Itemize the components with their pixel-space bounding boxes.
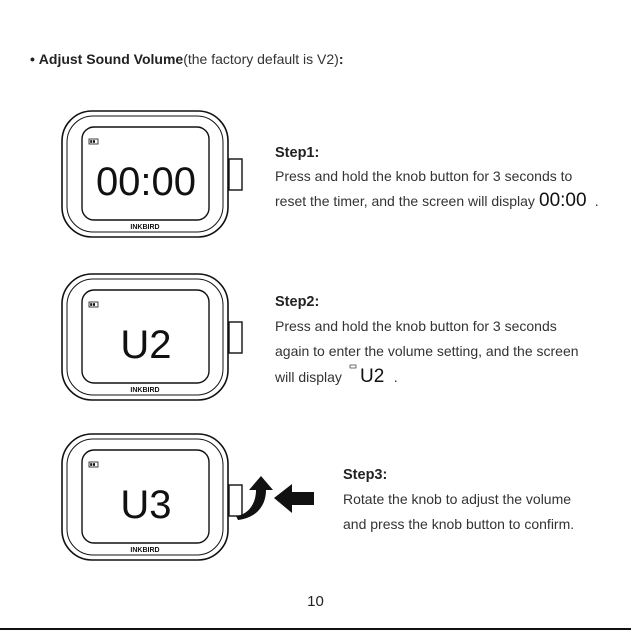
left-arrow-icon: [274, 484, 314, 513]
screen-display: U3: [120, 483, 172, 527]
heading-title: Adjust Sound Volume: [38, 51, 184, 67]
step1-line1: Press and hold the knob button for 3 seconds to: [275, 168, 573, 184]
step3-line1: Rotate the knob to adjust the volume: [343, 491, 572, 507]
inline-display-0000: [539, 189, 595, 209]
brand-label: INKBIRD: [130, 387, 160, 394]
bullet: •: [30, 51, 35, 67]
timer-device-step1: [60, 109, 250, 241]
step3-title: Step3:: [343, 467, 388, 483]
heading-note: (the factory default is V2): [183, 51, 339, 67]
step2-title: Step2:: [275, 294, 320, 310]
step2-text: Press and hold the knob button for 3 seconds again to enter the volume setting, and the screen will display U2 .: [275, 314, 631, 390]
screen-display: U2: [120, 323, 172, 367]
timer-device-step3: [60, 432, 320, 564]
section-heading: [30, 51, 344, 67]
page-number: 10: [307, 593, 324, 610]
step3-line2: and press the knob button to confirm.: [343, 515, 575, 532]
step1-line2: reset the timer, and the screen will display: [275, 192, 535, 209]
step1-title: Step1:: [275, 145, 320, 161]
step3-text: [343, 487, 631, 536]
svg-text:U2: U2: [359, 366, 385, 385]
inline-display-u2: [346, 363, 390, 385]
heading-colon: :: [338, 51, 344, 67]
bottom-rule: [0, 628, 631, 630]
timer-device-step2: [60, 272, 250, 404]
brand-label: INKBIRD: [130, 224, 160, 231]
brand-label: INKBIRD: [130, 547, 160, 554]
step2-line3: will display: [275, 369, 342, 385]
screen-display: 00:00: [95, 160, 197, 204]
step1-text: Press and hold the knob button for 3 seconds to reset the timer, and the screen will display 00:00 .: [275, 164, 631, 213]
step2-line1: Press and hold the knob button for 3 seconds: [275, 318, 557, 334]
svg-text:00:00: 00:00: [538, 189, 587, 209]
step2-line2: again to enter the volume setting, and the screen: [275, 342, 579, 359]
